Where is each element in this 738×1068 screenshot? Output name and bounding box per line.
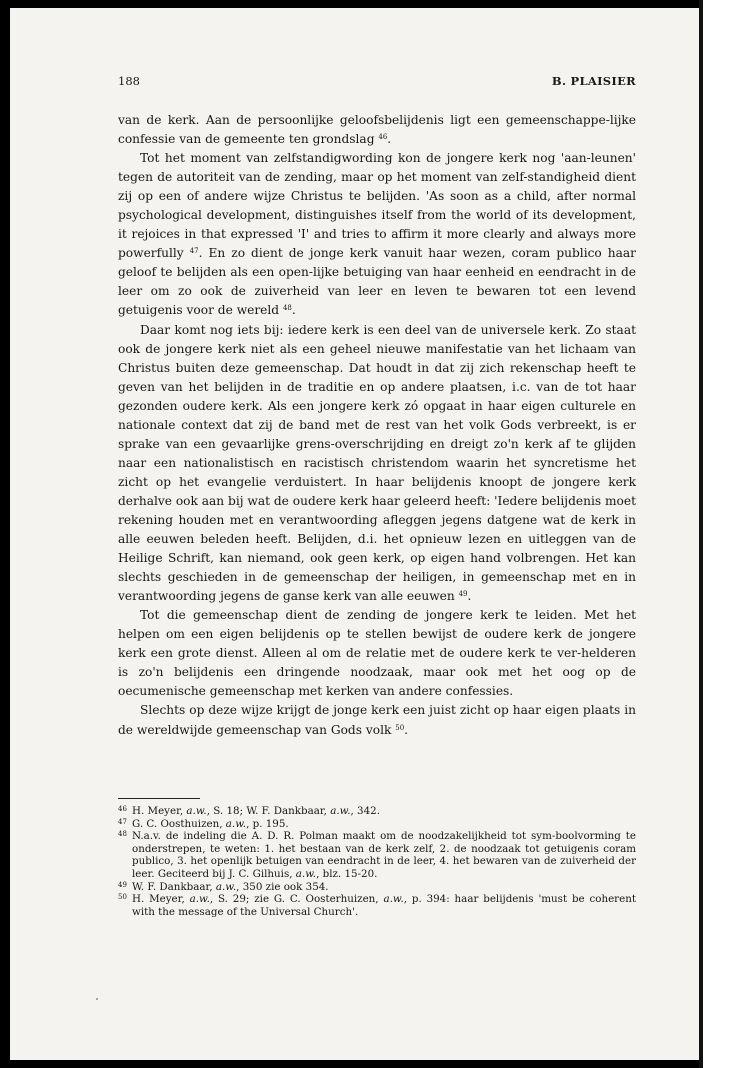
- paragraph: [118, 321, 636, 607]
- footnote-number: 49: [118, 880, 127, 889]
- text-run: G. C. Oosthuizen,: [132, 817, 226, 830]
- italic-run: a.w.: [186, 805, 207, 817]
- body-text: [118, 111, 636, 740]
- footnote: [118, 830, 636, 880]
- paragraph: [118, 149, 636, 320]
- running-head-author: B. PLAISIER: [551, 74, 636, 88]
- text-run: , blz. 15-20.: [316, 867, 378, 880]
- text-run: H. Meyer,: [132, 805, 187, 817]
- italic-run: a.w.: [225, 817, 247, 830]
- footnote-ref: 48: [282, 304, 292, 313]
- paragraph: [118, 111, 636, 149]
- italic-run: a.w.: [215, 880, 237, 893]
- footnote-ref: 50: [395, 723, 405, 732]
- footnote: [118, 881, 636, 894]
- scan-margin: [699, 0, 738, 1068]
- footnote-ref: 47: [189, 247, 199, 256]
- text-run: Tot het moment van zelfstandigwording kon de jongere kerk nog 'aan-leunen' tegen de autoriteit van de zending, maar op het moment van zelf-standigheid dient zij op een of andere wijze Christus te belijden. 'As soon as a child, after normal psychological development, distinguishes itself from the world of its development, it rejoices in that expressed 'I' and tries to affirm it more clearly and always more powerfully: [118, 151, 636, 261]
- footnote-text: [132, 881, 636, 894]
- text-run: , S. 18; W. F. Dankbaar,: [206, 805, 331, 817]
- text-run: van de kerk. Aan de persoonlijke geloofsbelijdenis ligt een gemeenschappe-lijke confessie van de gemeente ten grondslag: [118, 113, 636, 147]
- footnote-text: [132, 830, 636, 880]
- text-run: , 342.: [350, 805, 380, 817]
- footnote-ref: 49: [458, 590, 468, 599]
- text-run: N.a.v. de indeling die A. D. R. Polman maakt om de noodzakelijkheid tot sym-boolvorming te onderstrepen, te weten: 1. het bestaan van de kerk zelf, 2. de noodzaak tot getuigenis coram publico, 3. het openlijk betuigen van eendracht in de leer, 4. het bewaren van de zuiverheid der leer. Geciteerd bij J. C. Gilhuis,: [132, 830, 636, 880]
- footnote-text: [132, 805, 636, 818]
- text-run: W. F. Dankbaar,: [132, 880, 216, 893]
- text-run: , 350 zie ook 354.: [236, 880, 329, 893]
- scan-speck: [96, 998, 98, 1000]
- text-run: , p. 195.: [246, 817, 289, 830]
- text-run: .: [404, 722, 409, 737]
- footnote-number: 47: [118, 817, 127, 826]
- footnote: [118, 805, 636, 818]
- text-run: . En zo dient de jonge kerk vanuit haar wezen, coram publico haar geloof te belijden als een open-lijke betuiging van haar eenheid en eendracht in de leer om zo ook de zuiverheid van leer en leven te bewaren tot een levend getuigenis voor de wereld: [118, 246, 636, 318]
- italic-run: a.w.: [189, 893, 210, 906]
- text-run: , S. 29; zie G. C. Oosterhuizen,: [209, 893, 384, 906]
- footnotes: [118, 805, 636, 918]
- text-run: Tot die gemeenschap dient de zending de jongere kerk te leiden. Met het helpen om een eigen belijdenis op te stellen bewijst de oudere kerk de jongere kerk een grote dienst. Alleen al om de relatie met de oudere kerk te ver-helderen is zo'n belijdenis een dringende noodzaak, maar ook met het oog op de oecumenische gemeenschap met kerken van andere confessies.: [118, 608, 636, 699]
- footnote-number: 50: [118, 893, 127, 902]
- paragraph: [118, 606, 636, 701]
- italic-run: a.w.: [295, 867, 317, 880]
- footnote: [118, 818, 636, 831]
- text-run: .: [387, 132, 392, 147]
- footnote: [118, 893, 636, 918]
- footnote-number: 46: [118, 805, 127, 813]
- text-run: .: [291, 303, 296, 318]
- footnote-number: 48: [118, 830, 127, 839]
- page-number: 188: [118, 74, 140, 88]
- paragraph: [118, 701, 636, 739]
- text-run: , p. 394: haar belijdenis 'must be coherent with the message of the Universal Church'.: [132, 893, 636, 918]
- text-run: Slechts op deze wijze krijgt de jonge kerk een juist zicht op haar eigen plaats in de wereldwijde gemeenschap van Gods volk: [118, 703, 636, 737]
- italic-run: a.w.: [383, 893, 404, 906]
- footnote-text: [132, 893, 636, 918]
- footnote-text: [132, 818, 636, 831]
- footnote-rule: [118, 798, 200, 799]
- footnote-ref: 46: [378, 133, 388, 142]
- text-run: Daar komt nog iets bij: iedere kerk is een deel van de universele kerk. Zo staat ook de jongere kerk niet als een geheel nieuwe manifestatie van het lichaam van Christus buiten deze gemeenschap. Dat houdt in dat zij zich rekenschap heeft te geven van het belijden in de traditie en op andere plaatsen, i.c. van de tot haar gezonden oudere kerk. Als een jongere kerk zó opgaat in haar eigen culturele en nationale context dat zij de band met de rest van het volk Gods verbreekt, is er sprake van een gevaarlijke grens-overschrijding en dreigt zo'n kerk af te glijden naar een nationalistisch en racistisch christendom waarin het syncretisme het zicht op het evangelie verduistert. In haar belijdenis knoopt de jongere kerk derhalve ook aan bij wat de oudere kerk haar geleerd heeft: 'Iedere belijdenis moet rekening houden met en verantwoording afleggen jegens datgene wat de kerk in alle eeuwen beleden heeft. Belijden, d.i. het opnieuw lezen en uitleggen van de Heilige Schrift, kan niemand, ook geen kerk, op eigen hand volbrengen. Het kan slechts geschieden in de gemeenschap der heiligen, in gemeenschap met en in verantwoording jegens de ganse kerk van alle eeuwen: [118, 322, 636, 604]
- text-run: H. Meyer,: [132, 893, 190, 906]
- italic-run: a.w.: [330, 805, 351, 817]
- text-run: .: [467, 589, 472, 604]
- scan-edge-line: [699, 0, 703, 1068]
